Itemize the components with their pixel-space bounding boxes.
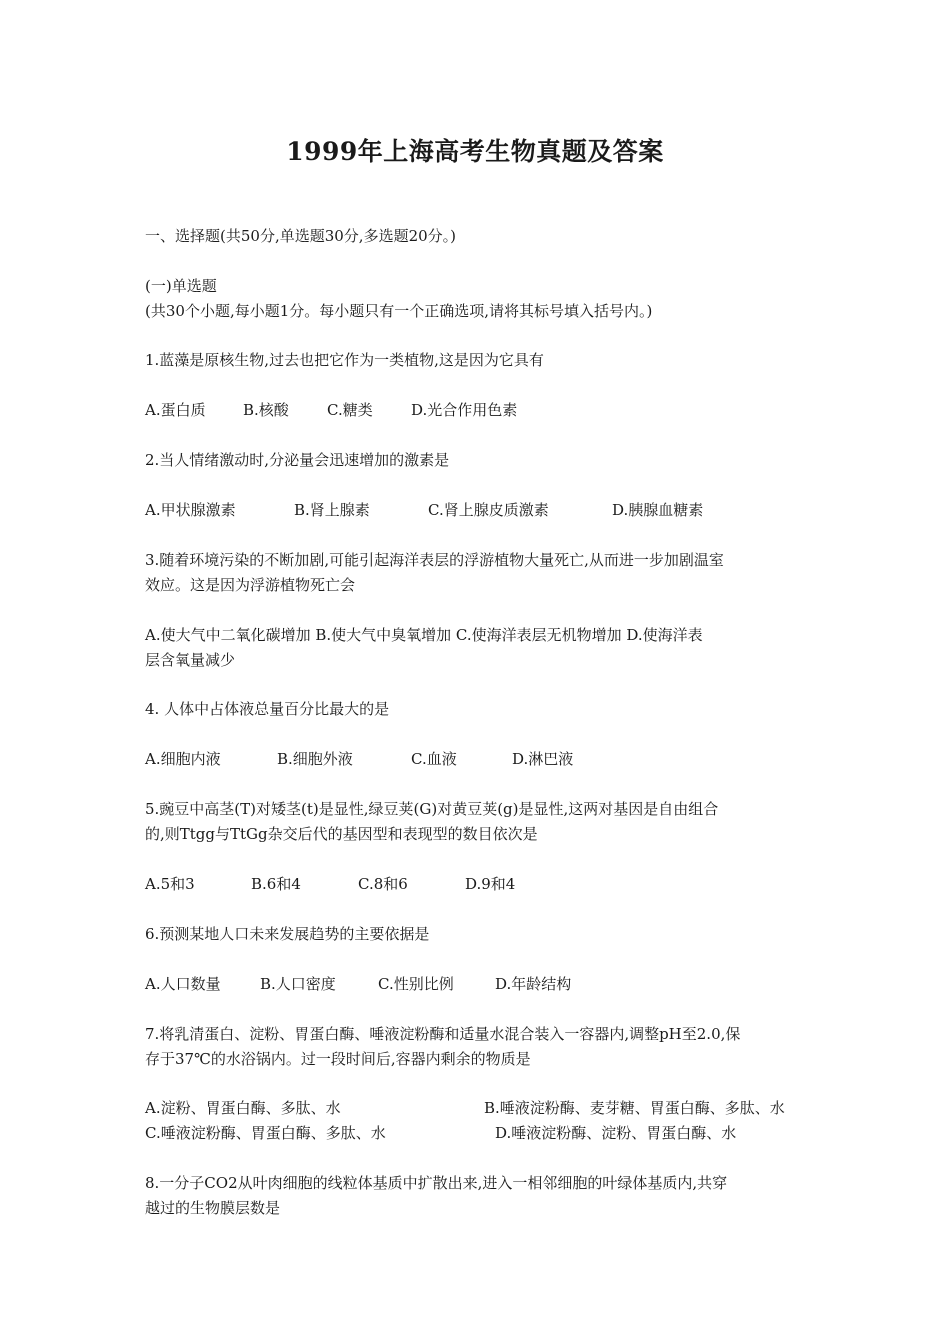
question-5-option-d: D.9和4 [465,875,516,893]
question-5-option-c: C.8和6 [358,875,408,893]
question-3-options-line-2: 层含氧量减少 [145,651,236,669]
question-7-option-b: B.唾液淀粉酶、麦芽糖、胃蛋白酶、多肽、水 [484,1099,785,1117]
question-3-stem-line-2: 效应。这是因为浮游植物死亡会 [145,576,356,594]
question-5-option-a: A.5和3 [145,875,195,893]
question-8-stem-line-2: 越过的生物膜层数是 [145,1199,281,1217]
question-7-option-c: C.唾液淀粉酶、胃蛋白酶、多肽、水 [145,1124,386,1142]
question-7-stem-line-2: 存于37℃的水浴锅内。过一段时间后,容器内剩余的物质是 [145,1050,531,1068]
question-2-option-d: D.胰腺血糖素 [612,501,704,519]
question-6-option-b: B.人口密度 [260,975,336,993]
question-6-stem: 6.预测某地人口未来发展趋势的主要依据是 [145,925,430,943]
instruction-text: (共30个小题,每小题1分。每小题只有一个正确选项,请将其标号填入括号内。) [145,302,653,320]
page-title: 1999年上海高考生物真题及答案 [286,137,664,166]
question-6-option-a: A.人口数量 [145,975,221,993]
question-4-option-c: C.血液 [411,750,457,768]
question-1-option-a: A.蛋白质 [145,401,206,419]
question-7-option-a: A.淀粉、胃蛋白酶、多肽、水 [145,1099,341,1117]
question-6-option-c: C.性别比例 [378,975,454,993]
question-3-stem-line-1: 3.随着环境污染的不断加剧,可能引起海洋表层的浮游植物大量死亡,从而进一步加剧温室 [145,551,724,569]
question-4-option-a: A.细胞内液 [145,750,221,768]
question-1-stem: 1.蓝藻是原核生物,过去也把它作为一类植物,这是因为它具有 [145,351,544,369]
question-4-stem: 4. 人体中占体液总量百分比最大的是 [145,700,390,718]
question-5-stem-line-2: 的,则Ttgg与TtGg杂交后代的基因型和表现型的数目依次是 [145,825,538,843]
question-8-stem-line-1: 8.一分子CO2从叶肉细胞的线粒体基质中扩散出来,进入一相邻细胞的叶绿体基质内,共穿 [145,1174,728,1192]
question-2-option-a: A.甲状腺激素 [145,501,236,519]
question-6-option-d: D.年龄结构 [495,975,572,993]
question-7-stem-line-1: 7.将乳清蛋白、淀粉、胃蛋白酶、唾液淀粉酶和适量水混合装入一容器内,调整pH至2.0,保 [145,1025,741,1043]
question-5-stem-line-1: 5.豌豆中高茎(T)对矮茎(t)是显性,绿豆荚(G)对黄豆荚(g)是显性,这两对基因是自由组合 [145,800,719,818]
sub-heading: (一)单选题 [145,277,217,295]
question-7-option-d: D.唾液淀粉酶、淀粉、胃蛋白酶、水 [495,1124,737,1142]
question-1-option-c: C.糖类 [327,401,373,419]
question-3-options-line-1: A.使大气中二氧化碳增加 B.使大气中臭氧增加 C.使海洋表层无机物增加 D.使海洋表 [145,626,703,644]
question-1-option-d: D.光合作用色素 [411,401,518,419]
question-1-option-b: B.核酸 [243,401,289,419]
question-4-option-b: B.细胞外液 [277,750,353,768]
question-4-option-d: D.淋巴液 [512,750,574,768]
question-2-option-c: C.肾上腺皮质激素 [428,501,549,519]
section-heading: 一、选择题(共50分,单选题30分,多选题20分。) [145,227,457,245]
question-5-option-b: B.6和4 [251,875,301,893]
question-2-stem: 2.当人情绪激动时,分泌量会迅速增加的激素是 [145,451,450,469]
question-2-option-b: B.肾上腺素 [294,501,370,519]
